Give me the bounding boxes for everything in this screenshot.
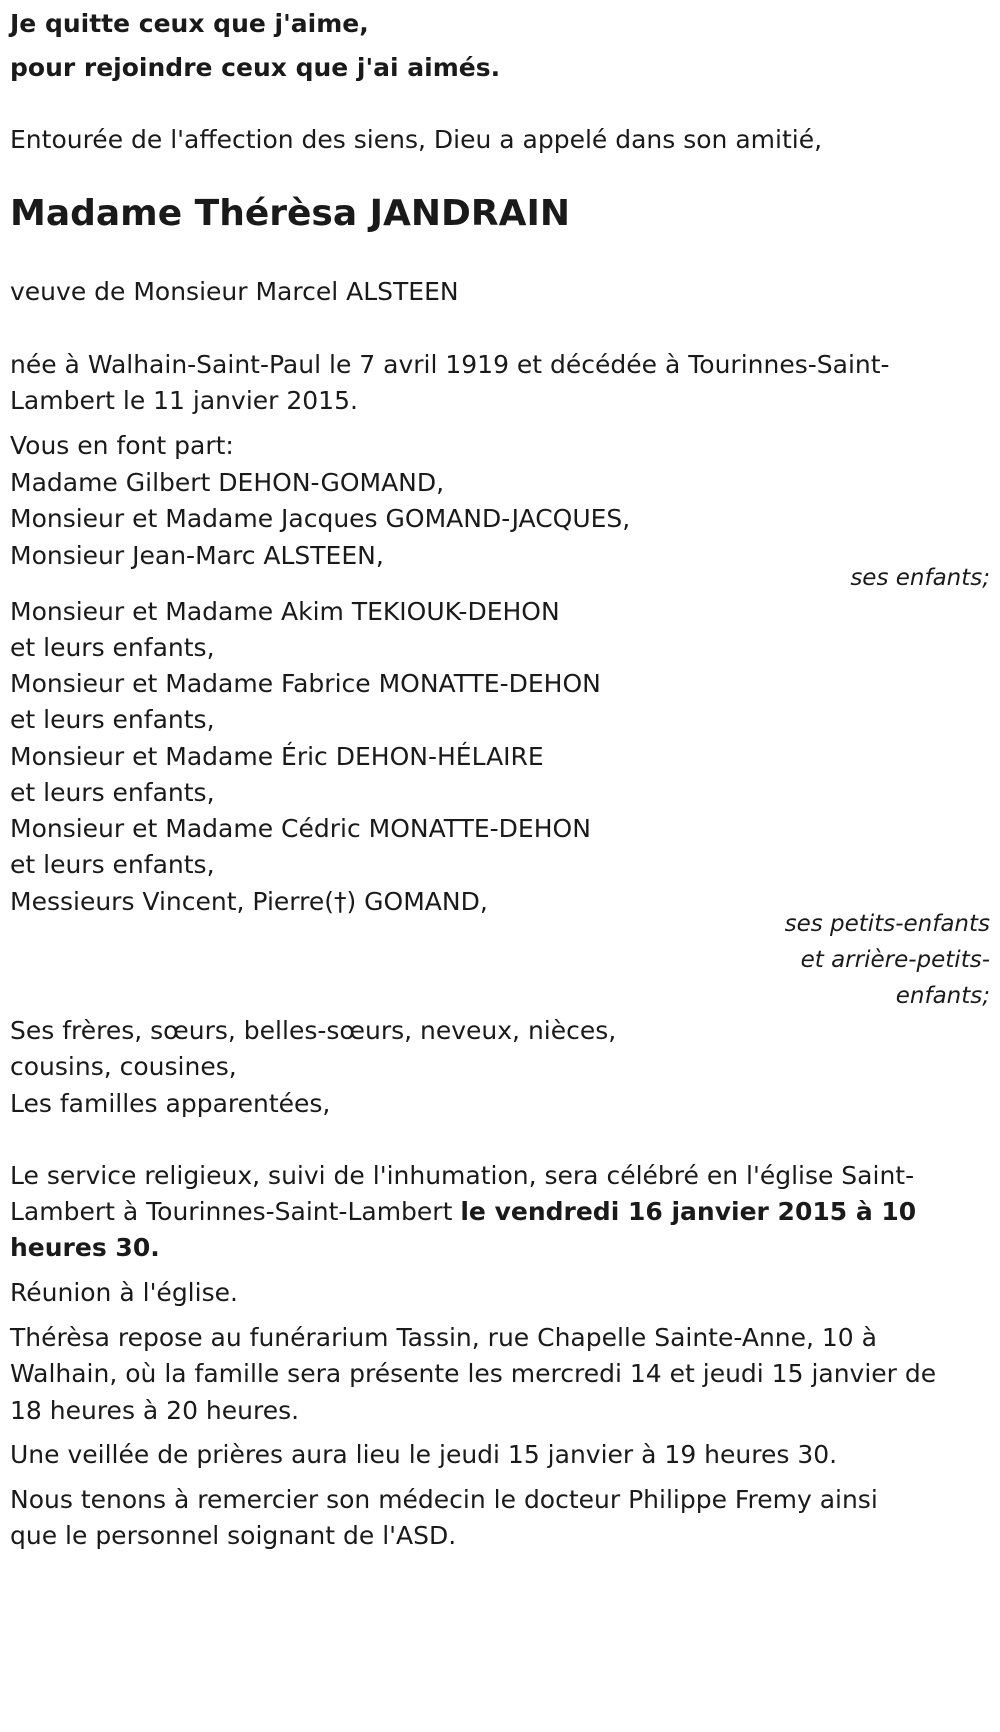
grandchildren-label: enfants;: [895, 983, 990, 1009]
part-intro: Vous en font part:: [10, 431, 234, 460]
service-line-3: heures 30.: [10, 1233, 160, 1262]
quote-line-1: Je quitte ceux que j'aime,: [10, 9, 369, 38]
grandchildren-label: ses petits-enfants: [784, 911, 990, 937]
widow-text: veuve de Monsieur Marcel ALSTEEN: [10, 277, 459, 306]
service-location: Lambert à Tourinnes-Saint-Lambert: [10, 1197, 461, 1226]
family-line: cousins, cousines,: [10, 1052, 237, 1081]
birth-line-1: née à Walhain-Saint-Paul le 7 avril 1919 et décédée à Tourinnes-Saint-: [10, 350, 890, 379]
grandchild-line: et leurs enfants,: [10, 778, 215, 807]
quote-line-2: pour rejoindre ceux que j'ai aimés.: [10, 53, 501, 82]
child-line: Monsieur Jean-Marc ALSTEEN,: [10, 541, 384, 570]
grandchild-line: Monsieur et Madame Akim TEKIOUK-DEHON: [10, 597, 560, 626]
meeting-text: Réunion à l'église.: [10, 1278, 238, 1307]
grandchild-line: et leurs enfants,: [10, 705, 215, 734]
rest-line-1: Thérèsa repose au funérarium Tassin, rue Chapelle Sainte-Anne, 10 à: [10, 1323, 877, 1352]
grandchild-line: Monsieur et Madame Éric DEHON-HÉLAIRE: [10, 742, 544, 771]
deceased-name: Madame Thérèsa JANDRAIN: [10, 193, 571, 234]
children-label: ses enfants;: [850, 565, 990, 591]
grandchild-line: Monsieur et Madame Cédric MONATTE-DEHON: [10, 814, 591, 843]
intro-text: Entourée de l'affection des siens, Dieu a appelé dans son amitié,: [10, 125, 823, 154]
service-date: le vendredi 16 janvier 2015 à 10: [460, 1197, 917, 1226]
child-line: Monsieur et Madame Jacques GOMAND-JACQUES,: [10, 504, 631, 533]
birth-line-2: Lambert le 11 janvier 2015.: [10, 386, 358, 415]
grandchildren-label: et arrière-petits-: [800, 947, 990, 973]
grandchild-line: Messieurs Vincent, Pierre(†) GOMAND,: [10, 887, 488, 916]
grandchild-line: et leurs enfants,: [10, 850, 215, 879]
thanks-line-1: Nous tenons à remercier son médecin le docteur Philippe Fremy ainsi: [10, 1485, 878, 1514]
rest-line-3: 18 heures à 20 heures.: [10, 1396, 300, 1425]
rest-line-2: Walhain, où la famille sera présente les mercredi 14 et jeudi 15 janvier de: [10, 1359, 937, 1388]
vigil-text: Une veillée de prières aura lieu le jeudi 15 janvier à 19 heures 30.: [10, 1440, 838, 1469]
thanks-line-2: que le personnel soignant de l'ASD.: [10, 1521, 457, 1550]
grandchild-line: Monsieur et Madame Fabrice MONATTE-DEHON: [10, 669, 601, 698]
family-line: Ses frères, sœurs, belles-sœurs, neveux, nièces,: [10, 1016, 617, 1045]
service-line-1: Le service religieux, suivi de l'inhumation, sera célébré en l'église Saint-: [10, 1161, 915, 1190]
grandchild-line: et leurs enfants,: [10, 633, 215, 662]
service-line-2: [10, 1192, 916, 1232]
child-line: Madame Gilbert DEHON-GOMAND,: [10, 468, 445, 497]
family-line: Les familles apparentées,: [10, 1089, 331, 1118]
